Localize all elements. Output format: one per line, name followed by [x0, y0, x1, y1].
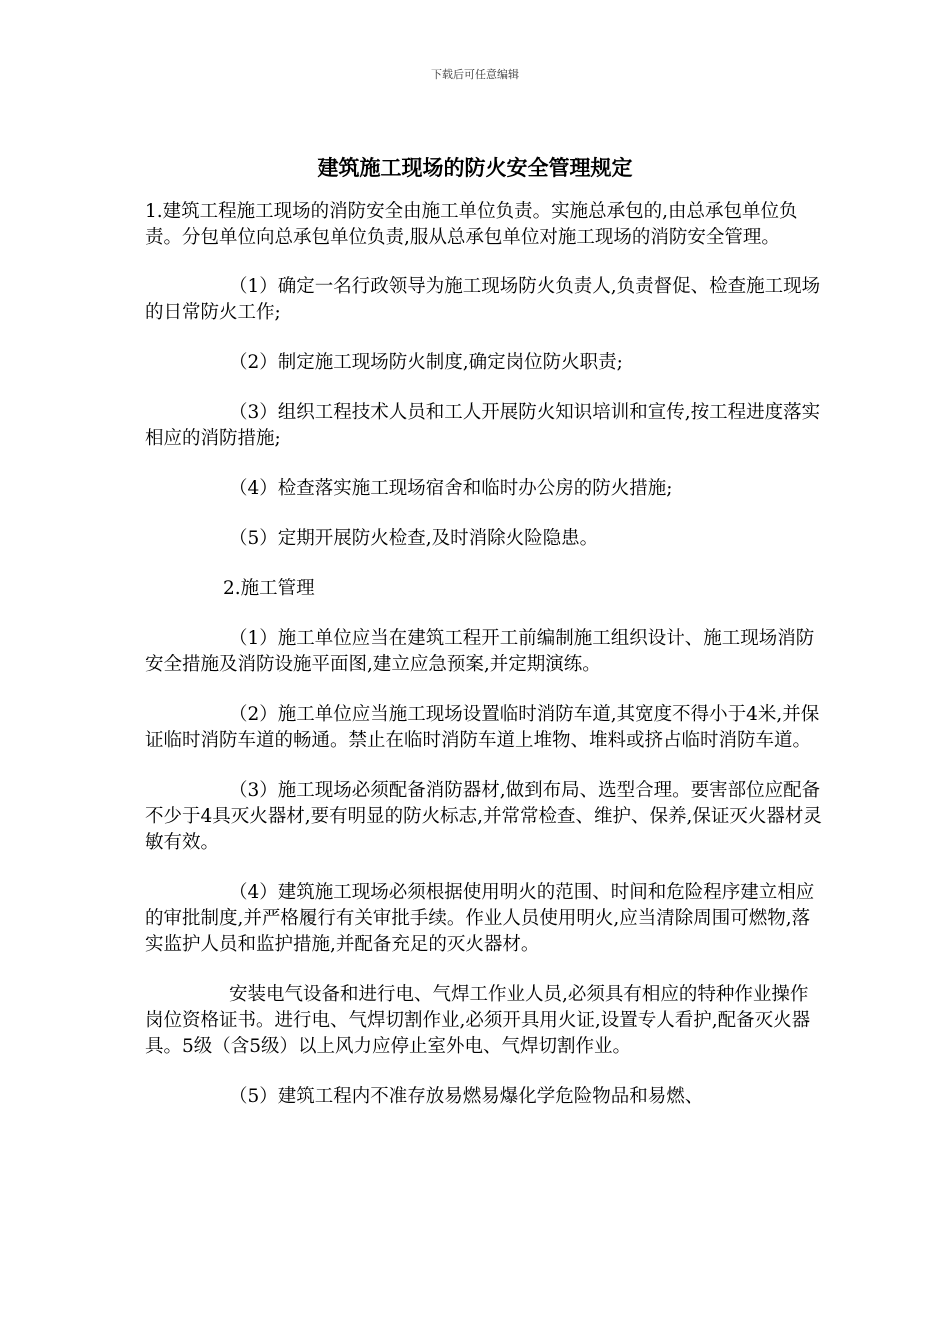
paragraph-1: 1.建筑工程施工现场的消防安全由施工单位负责。实施总承包的,由总承包单位负责。分包单位向总承包单位负责,服从总承包单位对施工现场的消防安全管理。 — [145, 201, 798, 248]
paragraph-2-item-5: （5）建筑工程内不准存放易燃易爆化学危险物品和易燃、 — [229, 1086, 704, 1107]
paragraph-2-item-1: （1）施工单位应当在建筑工程开工前编制施工组织设计、施工现场消防安全措施及消防设施平面图,建立应急预案,并定期演练。 — [145, 628, 815, 675]
document-title: 建筑施工现场的防火安全管理规定 — [317, 156, 633, 180]
paragraph-1-item-4: （4）检查落实施工现场宿舍和临时办公房的防火措施; — [229, 478, 673, 499]
paragraph-1-item-1: （1）确定一名行政领导为施工现场防火负责人,负责督促、检查施工现场的日常防火工作; — [145, 276, 821, 323]
paragraph-1-item-2: （2）制定施工现场防火制度,确定岗位防火职责; — [229, 352, 623, 373]
section-2-heading: 2.施工管理 — [223, 578, 315, 599]
paragraph-2-item-3: （3）施工现场必须配备消防器材,做到布局、选型合理。要害部位应配备不少于4具灭火器材,要有明显的防火标志,并常常检查、维护、保养,保证灭火器材灵敏有效。 — [145, 780, 822, 853]
page-header-note: 下载后可任意编辑 — [431, 68, 519, 81]
paragraph-1-item-3: （3）组织工程技术人员和工人开展防火知识培训和宣传,按工程进度落实相应的消防措施; — [145, 402, 821, 449]
paragraph-2-item-4: （4）建筑施工现场必须根据使用明火的范围、时间和危险程序建立相应的审批制度,并严格履行有关审批手续。作业人员使用明火,应当清除周围可燃物,落实监护人员和监护措施,并配备充足的灭火器材。 — [145, 882, 815, 955]
paragraph-2-item-2: （2）施工单位应当施工现场设置临时消防车道,其宽度不得小于4米,并保证临时消防车道的畅通。禁止在临时消防车道上堆物、堆料或挤占临时消防车道。 — [145, 704, 820, 751]
document-body — [145, 199, 825, 1134]
paragraph-2-item-4-continued: 安装电气设备和进行电、气焊工作业人员,必须具有相应的特种作业操作岗位资格证书。进行电、气焊切割作业,必须开具用火证,设置专人看护,配备灭火器具。5级（含5级）以上风力应停止室外电、气焊切割作业。 — [145, 984, 811, 1057]
paragraph-1-item-5: （5）定期开展防火检查,及时消除火险隐患。 — [229, 528, 599, 549]
